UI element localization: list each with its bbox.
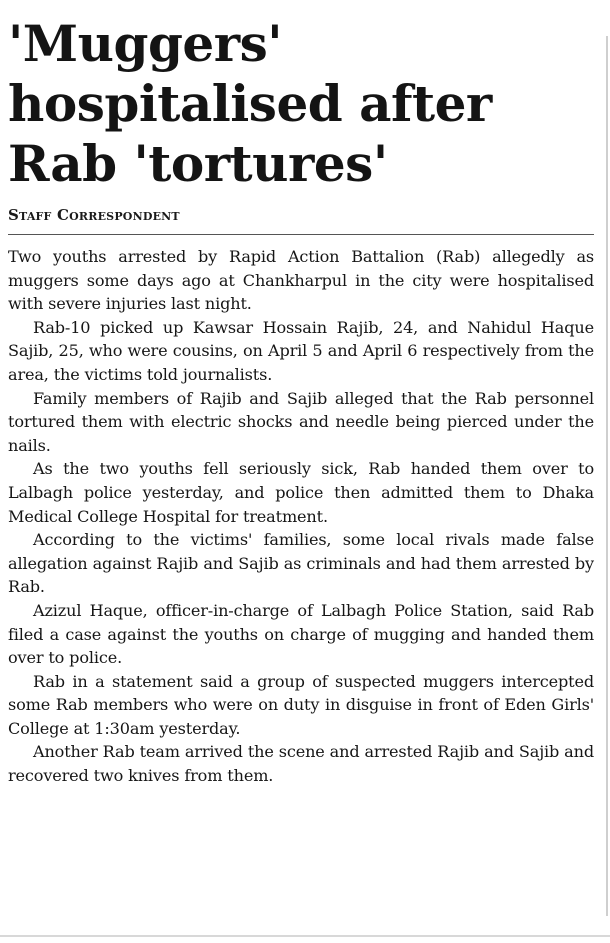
clipping-bottom-edge: [0, 935, 610, 937]
paragraph-8: Another Rab team arrived the scene and arrested Rajib and Sajib and recovered two knives from them.: [8, 742, 594, 786]
headline: 'Muggers' hospitalised after Rab 'tortures': [8, 14, 492, 193]
byline-divider: [8, 234, 594, 235]
clipping-right-edge: [606, 36, 608, 916]
byline: Staff Correspondent: [8, 206, 180, 224]
article-body: [8, 245, 594, 788]
paragraph-6: Azizul Haque, officer-in-charge of Lalbagh Police Station, said Rab filed a case against the youths on charge of mugging and handed them over to police.: [8, 600, 594, 668]
paragraph-5: According to the victims' families, some local rivals made false allegation against Rajib and Sajib as criminals and had them arrested by Rab.: [8, 530, 594, 597]
paragraph-4: As the two youths fell seriously sick, Rab handed them over to Lalbagh police yesterday, and police then admitted them to Dhaka Medical College Hospital for treatment.: [8, 459, 594, 526]
paragraph-7: Rab in a statement said a group of suspected muggers intercepted some Rab members who were on duty in disguise in front of Eden Girls' College at 1:30am yesterday.: [8, 671, 594, 738]
paragraph-3: Family members of Rajib and Sajib alleged that the Rab personnel tortured them with electric shocks and needle being pierced under the nails.: [8, 388, 594, 455]
paragraph-1: Two youths arrested by Rapid Action Battalion (Rab) allegedly as muggers some days ago at Chankharpul in the city were hospitalised with severe injuries last night.: [8, 247, 594, 314]
paragraph-2: Rab-10 picked up Kawsar Hossain Rajib, 24, and Nahidul Haque Sajib, 25, who were cousins, on April 5 and April 6 respectively from the area, the victims told journalists.: [8, 317, 594, 384]
